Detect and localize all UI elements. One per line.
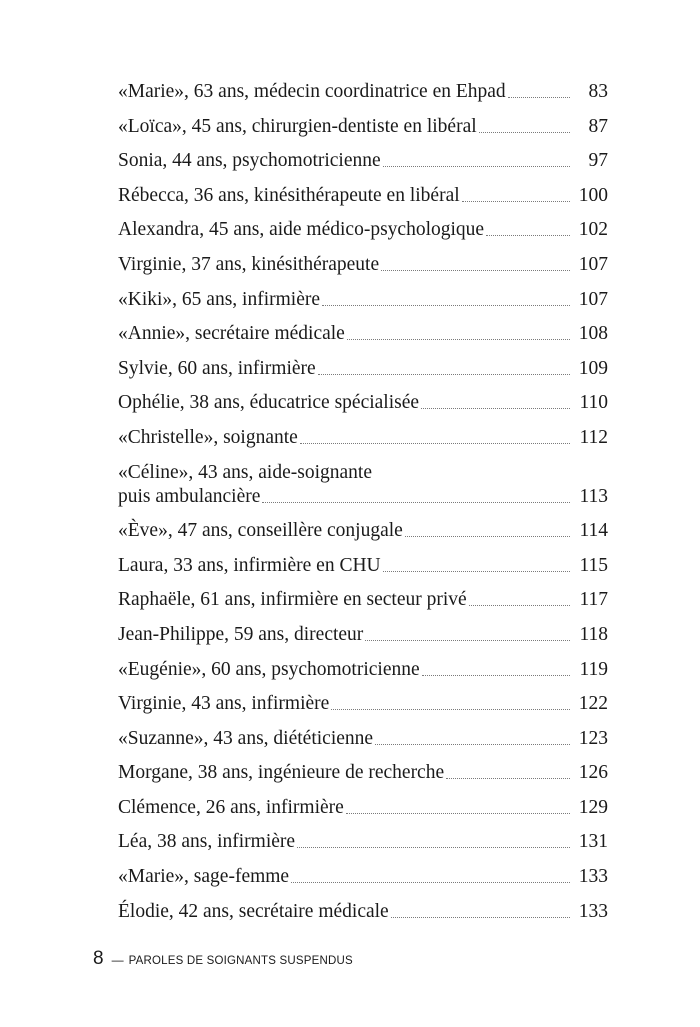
dot-leader bbox=[508, 97, 570, 98]
dot-leader bbox=[422, 675, 570, 676]
dot-leader bbox=[381, 270, 570, 271]
toc-entry bbox=[118, 826, 608, 861]
toc-entry bbox=[118, 619, 608, 654]
dot-leader bbox=[405, 536, 570, 537]
toc-entry-page-number: 119 bbox=[579, 658, 608, 680]
toc-entry-title: Laura, 33 ans, infirmière en CHU bbox=[118, 554, 381, 576]
dot-leader bbox=[262, 502, 570, 503]
toc-entry-page-number: 107 bbox=[578, 253, 608, 275]
toc-entry-title: «Annie», secrétaire médicale bbox=[118, 323, 345, 345]
toc-entry bbox=[118, 318, 608, 353]
toc-entry-page-number: 97 bbox=[588, 150, 608, 172]
toc-entry-title: «Céline», 43 ans, aide-soignante bbox=[118, 461, 372, 483]
toc-entry bbox=[118, 550, 608, 585]
dot-leader bbox=[347, 339, 570, 340]
toc-entry-page-number: 122 bbox=[578, 693, 608, 715]
dot-leader bbox=[383, 571, 570, 572]
toc-entry-title: Jean-Philippe, 59 ans, directeur bbox=[118, 623, 364, 645]
toc-entry-title: Virginie, 43 ans, infirmière bbox=[118, 693, 330, 715]
toc-entry-page-number: 117 bbox=[579, 589, 608, 611]
toc-entry-title: «Christelle», soignante bbox=[118, 426, 298, 448]
toc-entry bbox=[118, 111, 608, 146]
toc-entry-page-number: 123 bbox=[578, 727, 608, 749]
toc-entry-page-number: 129 bbox=[578, 796, 608, 818]
toc-entry-title: «Eugénie», 60 ans, psychomotricienne bbox=[118, 658, 420, 680]
dot-leader bbox=[300, 443, 570, 444]
toc-entry-page-number: 133 bbox=[578, 866, 608, 888]
toc-entry-title: «Marie», sage-femme bbox=[118, 866, 290, 888]
dot-leader bbox=[365, 640, 570, 641]
toc-entry-page-number: 83 bbox=[588, 81, 608, 102]
toc-entry bbox=[118, 861, 608, 896]
toc-entry bbox=[118, 896, 608, 931]
toc-entry bbox=[118, 180, 608, 215]
toc-entry-title: Clémence, 26 ans, infirmière bbox=[118, 796, 344, 818]
toc-entry-title: Ophélie, 38 ans, éducatrice spécialisée bbox=[118, 392, 420, 414]
toc-entry-title: Rébecca, 36 ans, kinésithérapeute en libéral bbox=[118, 184, 460, 206]
toc-entry bbox=[118, 515, 608, 550]
toc-entry bbox=[118, 584, 608, 619]
toc-entry bbox=[118, 284, 608, 319]
toc-entry-title: Sylvie, 60 ans, infirmière bbox=[118, 357, 316, 379]
toc-entry-page-number: 126 bbox=[578, 762, 608, 784]
toc-entry-page-number: 100 bbox=[578, 184, 608, 206]
footer-book-title: PAROLES DE SOIGNANTS SUSPENDUS bbox=[128, 955, 353, 967]
toc-entry bbox=[118, 353, 608, 388]
toc-entry-title: Élodie, 42 ans, secrétaire médicale bbox=[118, 900, 389, 922]
dot-leader bbox=[318, 374, 570, 375]
footer-page-number: 8 bbox=[93, 948, 104, 969]
toc-entry-title: «Loïca», 45 ans, chirurgien-dentiste en libéral bbox=[118, 115, 477, 137]
toc-entry-page-number: 114 bbox=[579, 520, 608, 542]
dot-leader bbox=[421, 408, 570, 409]
toc-entry-page-number: 133 bbox=[578, 900, 608, 922]
toc-entry bbox=[118, 145, 608, 180]
dot-leader bbox=[486, 235, 570, 236]
toc-entry bbox=[118, 457, 608, 516]
toc-entry bbox=[118, 723, 608, 758]
dot-leader bbox=[383, 166, 570, 167]
toc-entry-page-number: 107 bbox=[578, 288, 608, 310]
dot-leader bbox=[331, 709, 570, 710]
toc-entry-title: «Ève», 47 ans, conseillère conjugale bbox=[118, 520, 403, 542]
toc-entry-title-continued: puis ambulancière bbox=[118, 485, 261, 507]
dot-leader bbox=[446, 778, 570, 779]
dot-leader bbox=[291, 882, 570, 883]
dot-leader bbox=[469, 605, 570, 606]
table-of-contents bbox=[118, 76, 608, 930]
page-footer bbox=[93, 948, 353, 970]
toc-entry-page-number: 113 bbox=[579, 485, 608, 507]
toc-entry-title: Léa, 38 ans, infirmière bbox=[118, 831, 296, 853]
toc-entry-page-number: 112 bbox=[579, 426, 608, 448]
toc-entry bbox=[118, 654, 608, 689]
toc-entry-page-number: 87 bbox=[588, 115, 608, 137]
toc-entry-page-number: 108 bbox=[578, 323, 608, 345]
dot-leader bbox=[462, 201, 570, 202]
toc-entry-page-number: 118 bbox=[579, 623, 608, 645]
toc-entry-title: «Kiki», 65 ans, infirmière bbox=[118, 288, 320, 310]
dot-leader bbox=[391, 917, 570, 918]
dot-leader bbox=[479, 132, 570, 133]
toc-entry-title: «Suzanne», 43 ans, diététicienne bbox=[118, 727, 374, 749]
toc-entry bbox=[118, 422, 608, 457]
toc-entry bbox=[118, 76, 608, 111]
toc-entry bbox=[118, 387, 608, 422]
toc-entry-page-number: 131 bbox=[578, 831, 608, 853]
toc-entry-title: «Marie», 63 ans, médecin coordinatrice en Ehpad bbox=[118, 81, 506, 102]
toc-entry bbox=[118, 214, 608, 249]
toc-entry-page-number: 115 bbox=[579, 554, 608, 576]
toc-entry bbox=[118, 688, 608, 723]
dot-leader bbox=[322, 305, 570, 306]
toc-entry-title: Sonia, 44 ans, psychomotricienne bbox=[118, 150, 381, 172]
toc-entry-title: Raphaële, 61 ans, infirmière en secteur privé bbox=[118, 589, 467, 611]
toc-entry-page-number: 109 bbox=[578, 357, 608, 379]
dot-leader bbox=[346, 813, 570, 814]
toc-entry-page-number: 102 bbox=[578, 219, 608, 241]
toc-entry bbox=[118, 757, 608, 792]
toc-entry-title: Virginie, 37 ans, kinésithérapeute bbox=[118, 253, 380, 275]
toc-entry-title: Morgane, 38 ans, ingénieure de recherche bbox=[118, 762, 445, 784]
toc-entry-page-number: 110 bbox=[579, 392, 608, 414]
toc-entry bbox=[118, 249, 608, 284]
footer-separator: — bbox=[111, 953, 124, 967]
toc-entry-title: Alexandra, 45 ans, aide médico-psychologique bbox=[118, 219, 485, 241]
toc-entry bbox=[118, 792, 608, 827]
dot-leader bbox=[297, 847, 570, 848]
dot-leader bbox=[375, 744, 570, 745]
